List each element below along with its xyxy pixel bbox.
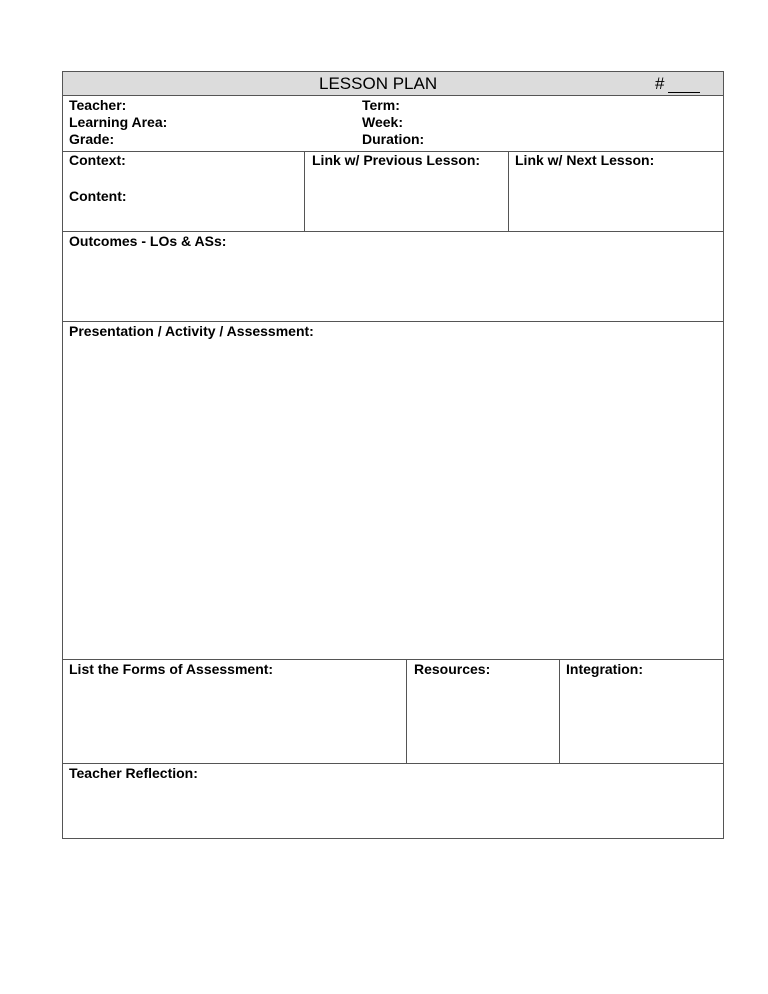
divider-presentation — [63, 659, 723, 660]
divider-context-previous — [304, 151, 305, 231]
teacher-label: Teacher: — [69, 97, 127, 113]
duration-label: Duration: — [362, 131, 425, 147]
divider-resources-integration — [559, 659, 560, 763]
week-label: Week: — [362, 114, 403, 130]
page-title: LESSON PLAN — [319, 74, 438, 93]
integration-label: Integration: — [566, 661, 643, 677]
divider-context — [63, 231, 723, 232]
content-label: Content: — [69, 188, 127, 204]
grade-label: Grade: — [69, 131, 115, 147]
link-next-label: Link w/ Next Lesson: — [515, 152, 655, 168]
forms-of-assessment-label: List the Forms of Assessment: — [69, 661, 274, 677]
divider-outcomes — [63, 321, 723, 322]
learning-area-label: Learning Area: — [69, 114, 168, 130]
outcomes-label: Outcomes - LOs & ASs: — [69, 233, 227, 249]
presentation-label: Presentation / Activity / Assessment: — [69, 323, 314, 339]
divider-assessment — [63, 763, 723, 764]
lesson-plan-form — [62, 71, 724, 839]
term-label: Term: — [362, 97, 400, 113]
title-row — [63, 72, 723, 96]
divider-previous-next — [508, 151, 509, 231]
divider-assessment-resources — [406, 659, 407, 763]
lesson-number-blank — [668, 75, 700, 93]
lesson-number-label: # — [655, 74, 665, 93]
context-label: Context: — [69, 152, 126, 168]
teacher-reflection-label: Teacher Reflection: — [69, 765, 198, 781]
resources-label: Resources: — [414, 661, 491, 677]
link-previous-label: Link w/ Previous Lesson: — [312, 152, 481, 168]
